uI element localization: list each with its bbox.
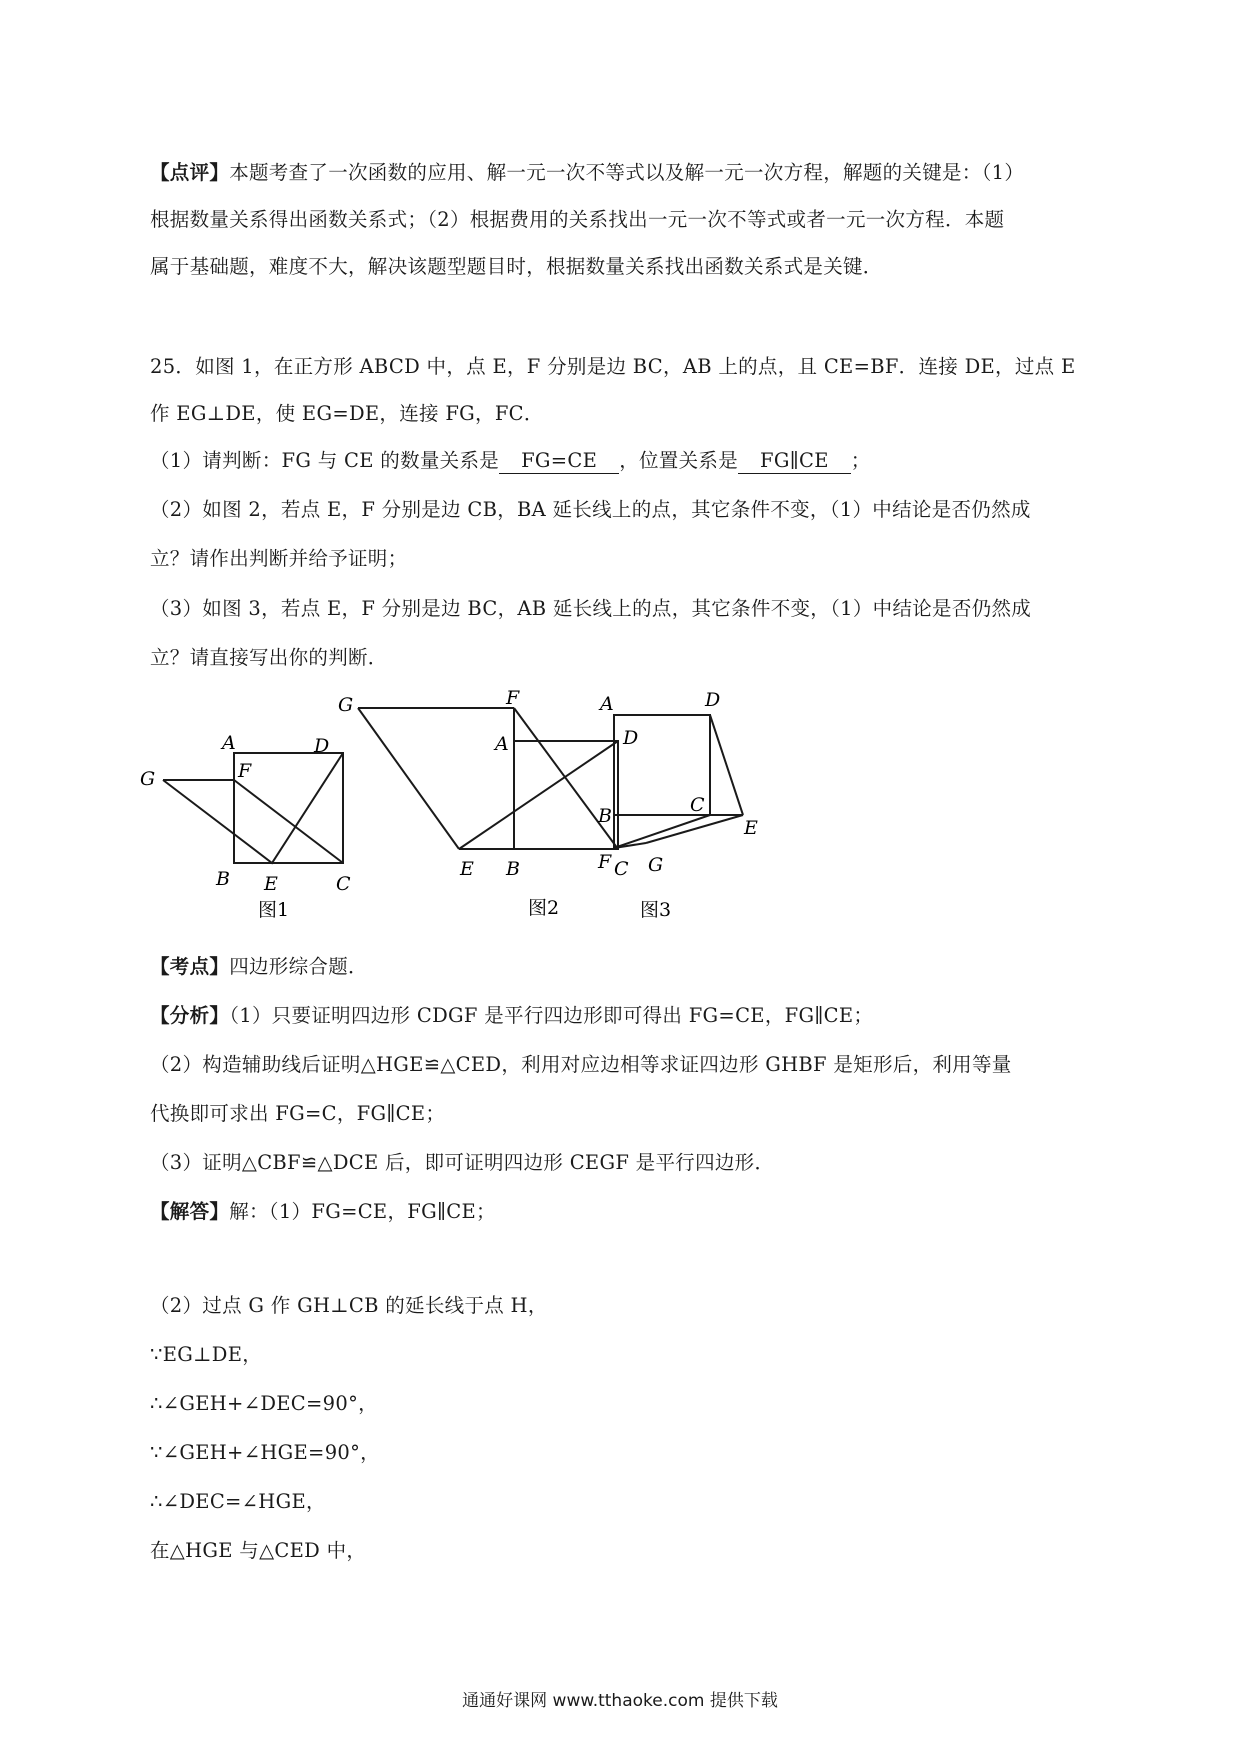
question-1 <box>150 446 871 476</box>
q1-answer-quantity: FG=CE <box>499 449 619 474</box>
fig1-caption: 图1 <box>258 899 290 921</box>
kaodian-tag: 【考点】 <box>150 955 230 978</box>
fig3-caption: 图3 <box>640 899 672 921</box>
question-2-line-1: （2）如图 2，若点 E，F 分别是边 CB，BA 延长线上的点，其它条件不变，（1）中结论是否仍然成 <box>150 498 1031 521</box>
fig3-label-c: C <box>690 794 705 816</box>
fenxi-text-1: （1）只要证明四边形 CDGF 是平行四边形即可得出 FG=CE，FG∥CE； <box>229 1004 874 1027</box>
page-footer: 通通好课网 www.tthaoke.com 提供下载 <box>462 1691 778 1711</box>
fig1-label-a: A <box>222 732 236 754</box>
fig1-label-d: D <box>314 735 330 757</box>
comment-line-2: 根据数量关系得出函数关系式；（2）根据费用的关系找出一元一次不等式或者一元一次方程．本题 <box>150 208 1005 231</box>
solution-step-2: ∵EG⊥DE， <box>150 1343 263 1366</box>
fig2-label-a: A <box>495 733 509 755</box>
problem-line-1: 25．如图 1，在正方形 ABCD 中，点 E，F 分别是边 BC，AB 上的点，且 CE=BF．连接 DE，过点 E <box>150 355 1076 378</box>
fenxi-line-1 <box>150 1001 873 1031</box>
fig1-ge-ed <box>163 753 343 863</box>
fig1-label-c: C <box>336 873 351 895</box>
fig3-de <box>710 715 743 815</box>
fig3-ge <box>646 815 743 843</box>
q1-prefix: （1）请判断：FG 与 CE 的数量关系是 <box>150 449 500 472</box>
comment-tag: 【点评】 <box>150 161 230 184</box>
solution-step-6: 在△HGE 与△CED 中， <box>150 1539 367 1562</box>
fig1-label-g: G <box>140 768 156 790</box>
problem-line-2: 作 EG⊥DE，使 EG=DE，连接 FG，FC． <box>150 402 544 425</box>
comment-text-1: 本题考查了一次函数的应用、解一元一次不等式以及解一元一次方程，解题的关键是：（1） <box>229 161 1025 184</box>
figure-2 <box>358 708 618 849</box>
fig2-square <box>514 741 618 849</box>
kaodian-text: 四边形综合题． <box>229 955 368 978</box>
fenxi-tag: 【分析】 <box>150 1004 230 1027</box>
fig3-label-f: F <box>598 851 612 873</box>
q1-mid: ，位置关系是 <box>619 449 738 472</box>
fig3-label-b: B <box>598 805 612 827</box>
fig2-label-e: E <box>460 858 474 880</box>
fenxi-line-2: （2）构造辅助线后证明△HGE≌△CED，利用对应边相等求证四边形 GHBF 是矩形后，利用等量 <box>150 1053 1012 1076</box>
fig2-label-d: D <box>623 727 639 749</box>
fig3-fc <box>614 815 710 848</box>
fig2-label-c: C <box>614 858 629 880</box>
solution-step-1: （2）过点 G 作 GH⊥CB 的延长线于点 H， <box>150 1294 548 1317</box>
q1-end: ； <box>850 449 871 472</box>
fig3-label-d: D <box>705 690 721 711</box>
fig3-label-g: G <box>648 854 664 876</box>
comment-line-3: 属于基础题，难度不大，解决该题型题目时，根据数量关系找出函数关系式是关键． <box>150 255 883 278</box>
jieda-line <box>150 1197 496 1227</box>
fenxi-line-3: 代换即可求出 FG=C，FG∥CE； <box>150 1102 446 1125</box>
fig1-label-b: B <box>216 868 230 890</box>
figure-1 <box>163 753 343 863</box>
question-2-line-2: 立？请作出判断并给予证明； <box>150 547 408 570</box>
fenxi-line-4: （3）证明△CBF≌△DCE 后，即可证明四边形 CEGF 是平行四边形． <box>150 1151 775 1174</box>
question-3-line-1: （3）如图 3，若点 E，F 分别是边 BC，AB 延长线上的点，其它条件不变，（1）中结论是否仍然成 <box>150 597 1032 620</box>
jieda-tag: 【解答】 <box>150 1200 230 1223</box>
fig2-label-f: F <box>506 690 520 709</box>
fig1-fc <box>234 780 343 863</box>
jieda-text: 解：（1）FG=CE，FG∥CE； <box>229 1200 496 1223</box>
question-3-line-2: 立？请直接写出你的判断． <box>150 646 388 669</box>
fig2-label-b: B <box>506 858 520 880</box>
fig3-label-a: A <box>600 693 614 715</box>
fig3-label-e: E <box>744 817 758 839</box>
geometry-figures <box>140 690 860 940</box>
fig2-label-g: G <box>338 694 354 716</box>
q1-answer-position: FG∥CE <box>738 449 851 474</box>
fig2-fc <box>514 708 618 849</box>
fig1-label-f: F <box>238 760 252 782</box>
comment-line-1 <box>150 158 1024 188</box>
solution-step-5: ∴∠DEC=∠HGE， <box>150 1490 326 1513</box>
solution-step-4: ∵∠GEH+∠HGE=90°， <box>150 1441 380 1464</box>
fig2-caption: 图2 <box>528 897 560 919</box>
fig1-label-e: E <box>264 873 278 895</box>
fig2-ed <box>459 741 618 849</box>
fig2-ge <box>358 708 459 849</box>
solution-step-3: ∴∠GEH+∠DEC=90°， <box>150 1392 378 1415</box>
kaodian-line <box>150 952 368 982</box>
